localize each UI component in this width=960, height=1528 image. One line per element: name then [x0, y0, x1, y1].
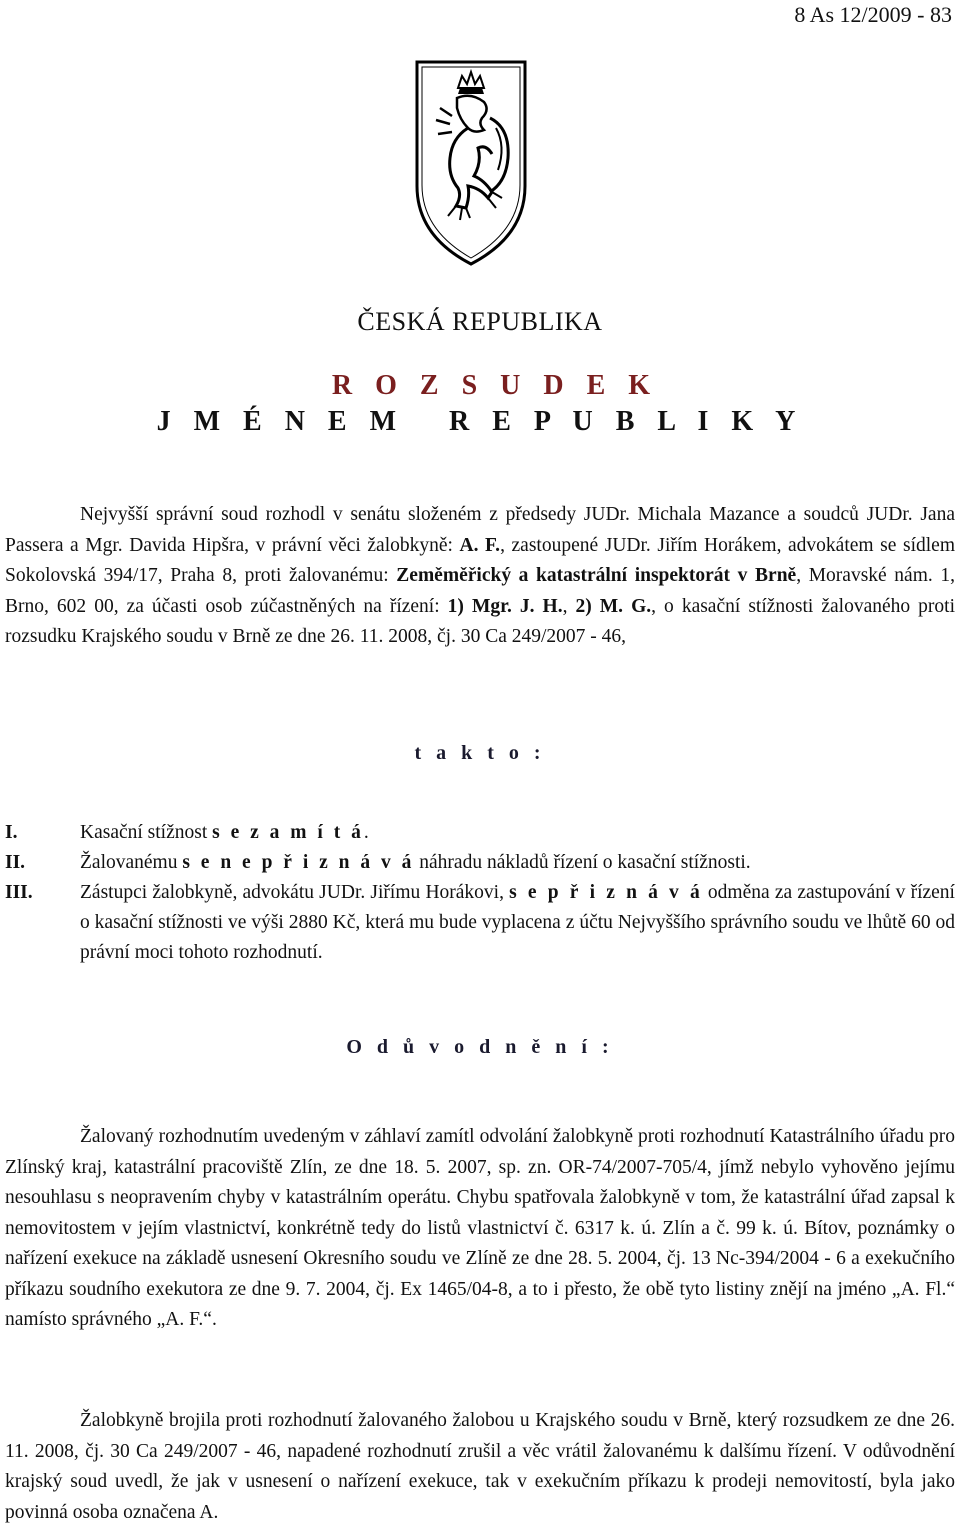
ruling-number: III. — [5, 882, 33, 903]
ruling-text: Kasační stížnost — [80, 822, 213, 843]
intro-text: , Moravské nám. 1, Brno, 602 00, za účasti osob zúčastněných na řízení: — [5, 565, 956, 617]
verdict-subtitle: J M É N E M R E P U B L I K Y — [156, 406, 804, 437]
intro-text: , — [562, 595, 576, 617]
country-heading: ČESKÁ REPUBLIKA — [357, 307, 603, 336]
reasoning-paragraph: Žalovaný rozhodnutím uvedeným v záhlaví zamítl odvolání žalobkyně proti rozhodnutí Katastrálního úřadu pro Zlínský kraj, katastrální pracoviště Zlín, ze dne 18. 5. 2007, sp. zn. OR-74/2007-705/4, jímž nebylo vyhověno jejímu nesouhlasu s neopravením chyby v katastrálním operátu. Chybu spatřovala žalobkyně v tom, že katastrální úřad zapsal k nemovitostem v jejím vlastnictví, konkrétně tedy do listů vlastnictví č. 6317 k. ú. Zlín a č. 99 k. ú. Bítov, poznámky o nařízení exekuce na základě usnesení Okresního soudu ve Zlíně ze dne 28. 5. 2004, čj. 13 Nc-394/2004 - 6 a exekučního příkazu soudního exekutora ze dne 9. 7. 2004, čj. Ex 1465/04-8, a to i přesto, že obě tyto listiny znějí na jméno „A. Fl.“ namísto správného „A. F.“. — [5, 1126, 955, 1330]
party-name: 1) Mgr. J. H. — [447, 595, 563, 617]
reasoning-paragraph: Žalobkyně brojila proti rozhodnutí žalovaného žalobou u Krajského soudu v Brně, který rozsudkem ze dne 26. 11. 2008, čj. 30 Ca 249/2007 - 46, napadené rozhodnutí zrušil a věc vrátil žalovanému k dalšímu řízení. V odůvodnění krajský soud uvedl, že jak v usnesení o nařízení exekuce, tak v exekučním příkazu k prodeji nemovitostí, byla jako povinná osoba označena A. — [5, 1410, 955, 1523]
ruling-number: II. — [5, 852, 26, 873]
ruling-text: . — [363, 822, 369, 843]
ruling-number: I. — [5, 822, 18, 843]
reasoning-heading: O d ů v o d n ě n í : — [346, 1036, 614, 1058]
defendant-name: Zeměměřický a katastrální inspektorát v Brně — [396, 565, 797, 586]
ruling-text: náhradu nákladů řízení o kasační stížnosti. — [414, 852, 751, 873]
takto-heading: t a k t o : — [414, 742, 546, 764]
intro-paragraph — [5, 500, 955, 653]
intro-text: Nejvyšší správní soud rozhodl v senátu složeném z předsedy JUDr. Michala Mazance a soudců JUDr. Jana Passera a Mgr. Davida Hipšra, v právní věci žalobkyně: — [5, 504, 955, 556]
intro-text: , zastoupené JUDr. Jiřím Horákem, advokátem se sídlem Sokolovská 394/17, Praha 8, proti žalovanému: — [5, 534, 955, 586]
party-name: 2) M. G. — [575, 595, 652, 617]
plaintiff-name: A. F. — [459, 534, 501, 556]
ruling-text: Žalovanému — [80, 852, 183, 873]
ruling-text: odměna za zastupování v řízení o kasační stížnosti ve výši 2880 Kč, která mu bude vyplacena z účtu Nejvyššího správního soudu ve lhůtě 60 od právní moci tohoto rozhodnutí. — [80, 882, 955, 963]
ruling-verb: s e z a m í t á — [212, 822, 364, 843]
verdict-title: R O Z S U D E K — [331, 370, 659, 401]
intro-text: , o kasační stížnosti žalovaného proti rozsudku Krajského soudu v Brně ze dne 26. 11. 2008, čj. 30 Ca 249/2007 - 46, — [5, 595, 955, 647]
czech-coat-of-arms-icon — [412, 58, 530, 268]
ruling-verb: s e p ř i z n á v á — [509, 882, 703, 903]
ruling-verb: s e n e p ř i z n á v á — [182, 852, 415, 873]
case-number: 8 As 12/2009 - 83 — [794, 2, 952, 27]
ruling-text: Zástupci žalobkyně, advokátu JUDr. Jiřímu Horákovi, — [80, 882, 510, 903]
